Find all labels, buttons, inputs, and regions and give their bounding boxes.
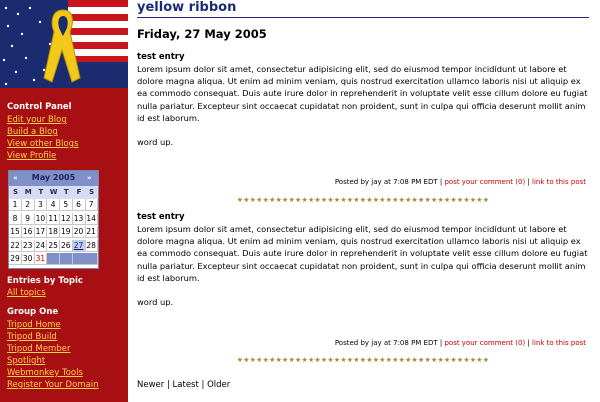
posted-separator: | — [439, 339, 443, 347]
calendar-day: 22 — [9, 240, 22, 252]
calendar-day: 10 — [34, 213, 47, 225]
posted-separator: | — [527, 339, 530, 347]
calendar-day: 23 — [22, 240, 35, 252]
calendar-day: 11 — [47, 213, 60, 225]
newer-link[interactable]: Newer — [137, 380, 165, 390]
entry-posted-line — [335, 339, 586, 347]
calendar-day: 17 — [34, 226, 47, 238]
calendar-prev-button[interactable]: « — [13, 174, 18, 182]
build-blog-link[interactable]: Build a Blog — [7, 127, 58, 137]
link-to-post-link[interactable]: link to this post — [532, 339, 586, 347]
calendar-day: 16 — [22, 226, 35, 238]
calendar-day-name: T — [63, 188, 69, 196]
flag-banner — [0, 0, 128, 88]
calendar-day-name: S — [89, 188, 95, 196]
calendar-day-name: W — [49, 188, 58, 196]
calendar-header — [9, 171, 98, 186]
calendar-day: 21 — [85, 226, 98, 238]
calendar-day: 9 — [22, 213, 35, 225]
calendar-day: 26 — [60, 240, 73, 252]
calendar-empty-cell — [85, 253, 98, 265]
calendar-day: 12 — [60, 213, 73, 225]
sidebar — [0, 0, 128, 402]
calendar-day: 29 — [9, 253, 22, 265]
edit-blog-link[interactable]: Edit your Blog — [7, 115, 67, 125]
calendar-empty-cell — [60, 253, 73, 265]
entry-body: Lorem ipsum dolor sit amet, consectetur adipisicing elit, sed do eiusmod tempor incididunt ut labore et dolore magna aliqua. Ut enim ad minim veniam, quis nostrud exercitation ullamco laboris nisi ut aliquip ex ea commodo consequat. Duis aute irure dolor in reprehenderit in voluptate velit esse cillum dolore eu fugiat nulla pariatur. Excepteur sint occaecat cupidatat non proident, sunt in culpa qui officia deserunt mollit anim id est laborum. — [137, 64, 588, 123]
entries-by-topic-heading: Entries by Topic — [7, 276, 83, 286]
entry-title: test entry — [137, 52, 185, 62]
calendar-day: 19 — [60, 226, 73, 238]
entry-body: Lorem ipsum dolor sit amet, consectetur adipisicing elit, sed do eiusmod tempor incididunt ut labore et dolore magna aliqua. Ut enim ad minim veniam, quis nostrud exercitation ullamco laboris nisi ut aliquip ex ea commodo consequat. Duis aute irure dolor in reprehenderit in voluptate velit esse cillum dolore eu fugiat nulla pariatur. Excepteur sint occaecat cupidatat non proident, sunt in culpa qui officia deserunt mollit anim id est laborum. — [137, 224, 588, 283]
calendar-day: 13 — [73, 213, 86, 225]
view-profile-link[interactable]: View Profile — [7, 151, 57, 161]
tripod-member-link[interactable]: Tripod Member — [7, 344, 71, 354]
entry-posted-line — [335, 178, 586, 186]
post-comment-link[interactable]: post your comment (0) — [444, 339, 526, 347]
calendar-day: 7 — [85, 199, 98, 211]
calendar-next-button[interactable]: » — [87, 174, 92, 182]
spotlight-link[interactable]: Spotlight — [7, 356, 46, 366]
star-separator: ★★★★★★★★★★★★★★★★★★★★★★★★★★★★★★★★★★★★★★★ — [236, 356, 490, 364]
calendar-day: 31 — [34, 253, 47, 265]
calendar-day: 3 — [34, 199, 47, 211]
all-topics-link[interactable]: All topics — [7, 288, 46, 298]
entry-extra: word up. — [137, 297, 174, 307]
calendar-day: 14 — [85, 213, 98, 225]
link-to-post-link[interactable]: link to this post — [532, 178, 586, 186]
calendar-day: 30 — [22, 253, 35, 265]
calendar — [8, 170, 99, 269]
calendar-day: 1 — [9, 199, 22, 211]
posted-by-text: Posted by jay at 7:08 PM EDT — [334, 339, 438, 347]
calendar-day[interactable]: 27 — [73, 240, 86, 252]
tripod-build-link[interactable]: Tripod Build — [7, 332, 57, 342]
calendar-day: 20 — [73, 226, 86, 238]
webmonkey-tools-link[interactable]: Webmonkey Tools — [7, 368, 83, 378]
calendar-day: 18 — [47, 226, 60, 238]
group-one-heading: Group One — [7, 307, 59, 317]
title-divider — [137, 17, 589, 18]
calendar-empty-cell — [73, 253, 86, 265]
yellow-ribbon-icon — [38, 6, 88, 86]
calendar-day-name: M — [24, 188, 32, 196]
entry-title: test entry — [137, 212, 185, 222]
calendar-day-name: F — [76, 188, 82, 196]
entry-extra: word up. — [137, 137, 174, 147]
blog-title: yellow ribbon — [137, 0, 237, 15]
calendar-empty-cell — [47, 253, 60, 265]
calendar-day-name: T — [38, 188, 44, 196]
calendar-day-names — [9, 186, 98, 199]
post-comment-link[interactable]: post your comment (0) — [444, 178, 526, 186]
star-separator: ★★★★★★★★★★★★★★★★★★★★★★★★★★★★★★★★★★★★★★★ — [236, 196, 490, 204]
calendar-day: 2 — [22, 199, 35, 211]
calendar-day-name: S — [12, 188, 19, 196]
control-panel-heading: Control Panel — [7, 102, 72, 112]
calendar-day: 15 — [9, 226, 22, 238]
posted-separator: | — [527, 178, 530, 186]
calendar-day: 4 — [47, 199, 60, 211]
calendar-day: 8 — [9, 213, 22, 225]
tripod-home-link[interactable]: Tripod Home — [7, 320, 61, 330]
calendar-month: May 2005 — [31, 173, 76, 182]
calendar-day: 28 — [85, 240, 98, 252]
latest-link[interactable]: Latest — [172, 380, 199, 390]
pager-separator: | — [166, 380, 170, 390]
posted-by-text: Posted by jay at 7:08 PM EDT — [334, 178, 438, 186]
pager-separator: | — [201, 380, 205, 390]
pager — [137, 380, 230, 390]
calendar-day: 25 — [47, 240, 60, 252]
posted-separator: | — [439, 178, 443, 186]
calendar-day: 5 — [60, 199, 73, 211]
calendar-day: 24 — [34, 240, 47, 252]
calendar-day: 6 — [73, 199, 86, 211]
register-domain-link[interactable]: Register Your Domain — [7, 380, 99, 390]
older-link[interactable]: Older — [207, 380, 231, 390]
date-heading: Friday, 27 May 2005 — [137, 27, 267, 41]
view-other-blogs-link[interactable]: View other Blogs — [7, 139, 79, 149]
